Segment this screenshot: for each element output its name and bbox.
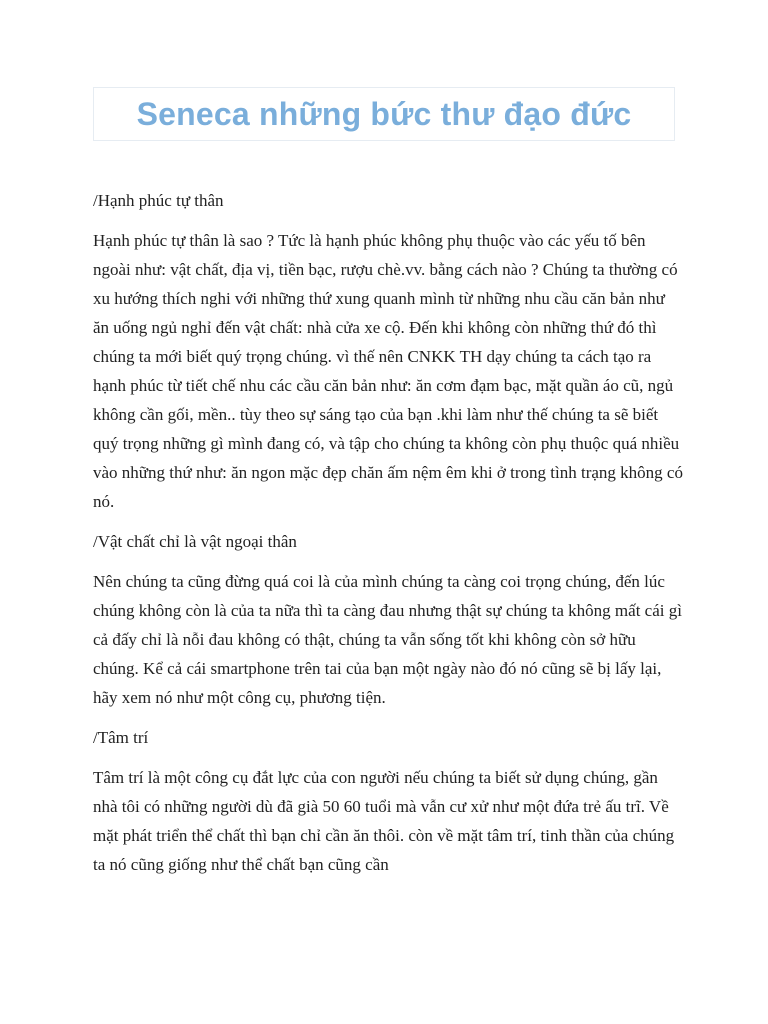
document-title: Seneca những bức thư đạo đức	[136, 95, 632, 132]
document-body	[93, 186, 683, 879]
section-paragraph-hanh-phuc: Hạnh phúc tự thân là sao ? Tức là hạnh phúc không phụ thuộc vào các yếu tố bên ngoài như: vật chất, địa vị, tiền bạc, rượu chè.vv. bằng cách nào ? Chúng ta thường có xu hướng thích nghi với những thứ xung quanh mình từ những nhu cầu căn bản như ăn uống ngủ nghỉ đến vật chất: nhà cửa xe cộ. Đến khi không còn những thứ đó thì chúng ta mới biết quý trọng chúng. vì thế nên CNKK TH dạy chúng ta cách tạo ra hạnh phúc từ tiết chế nhu các cầu căn bản như: ăn cơm đạm bạc, mặt quần áo cũ, ngủ không cần gối, mền.. tùy theo sự sáng tạo của bạn .khi làm như thế chúng ta sẽ biết quý trọng những gì mình đang có, và tập cho chúng ta không còn phụ thuộc quá nhiều vào những thứ như: ăn ngon mặc đẹp chăn ấm nệm êm khi ở trong tình trạng không có nó.	[93, 231, 683, 511]
section-paragraph-tam-tri: Tâm trí là một công cụ đắt lực của con người nếu chúng ta biết sử dụng chúng, gần nhà tôi có những người dù đã già 50 60 tuổi mà vẫn cư xử như một đứa trẻ ấu trĩ. Về mặt phát triển thể chất thì bạn chỉ cần ăn thôi. còn về mặt tâm trí, tinh thần của chúng ta nó cũng giống như thể chất bạn cũng cần	[93, 768, 675, 874]
section-paragraph-vat-chat: Nên chúng ta cũng đừng quá coi là của mình chúng ta càng coi trọng chúng, đến lúc chúng không còn là của ta nữa thì ta càng đau nhưng thật sự chúng ta không mất cái gì cả đấy chỉ là nỗi đau không có thật, chúng ta vẫn sống tốt khi không còn sở hữu chúng. Kể cả cái smartphone trên tai của bạn một ngày nào đó nó cũng sẽ bị lấy lại, hãy xem nó như một công cụ, phương tiện.	[93, 572, 682, 707]
title-box	[93, 87, 675, 141]
section-heading-tam-tri: /Tâm trí	[93, 728, 149, 747]
section-heading-vat-chat: /Vật chất chỉ là vật ngoại thân	[93, 532, 297, 551]
section-heading-hanh-phuc: /Hạnh phúc tự thân	[93, 191, 224, 210]
